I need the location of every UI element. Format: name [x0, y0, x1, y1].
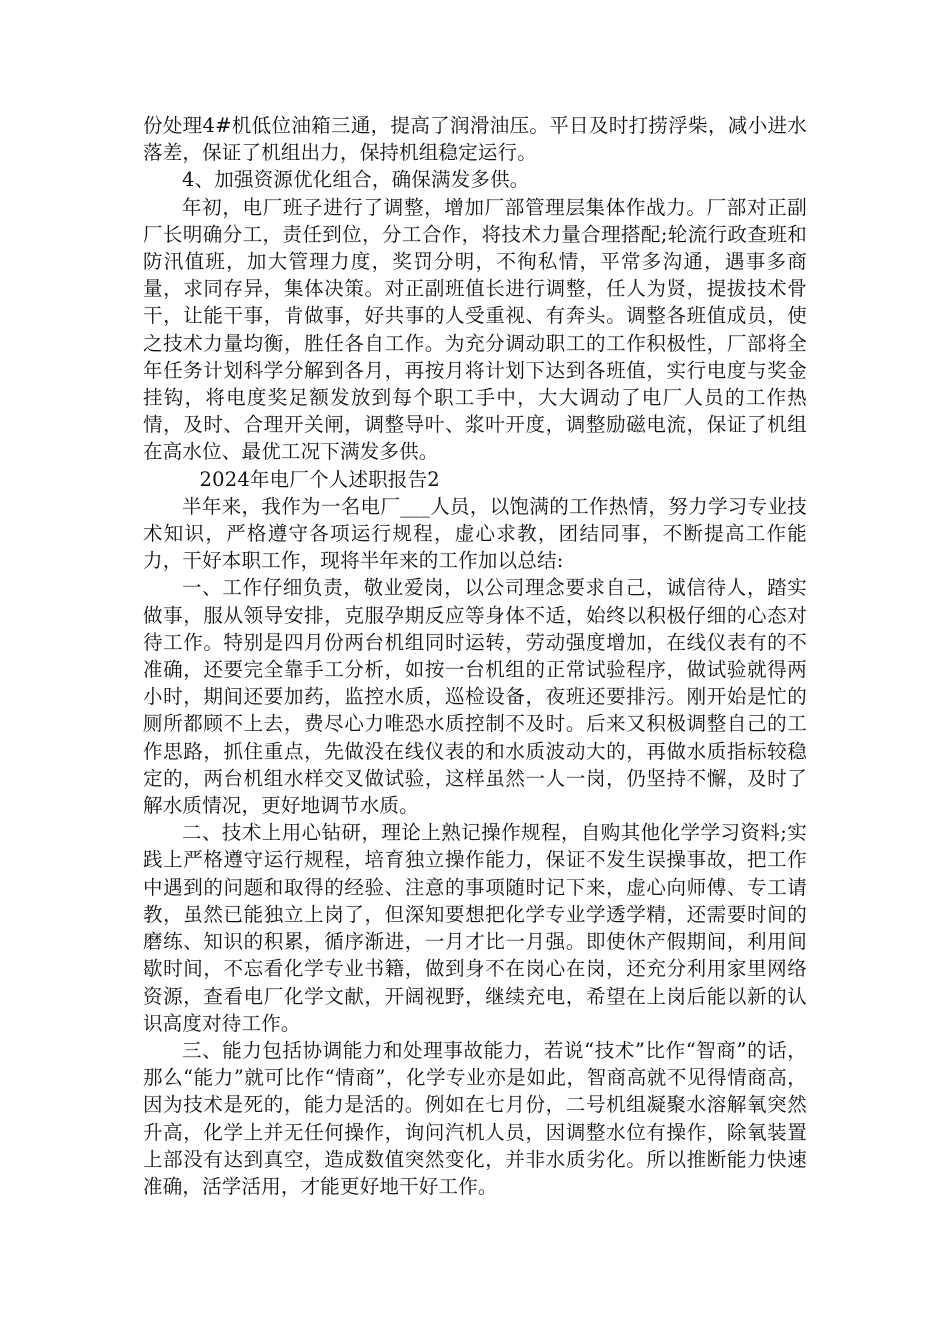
paragraph-point-2: 二、技术上用心钻研，理论上熟记操作规程，自购其他化学学习资料;实践上严格遵守运行规程，培育独立操作能力，保证不发生误操事故，把工作中遇到的问题和取得的经验、注意的事项随时记下来，虚心向师傅、专工请教，虽然已能独立上岗了，但深知要想把化学专业学透学精，还需要时间的磨练、知识的积累，循序渐进，一月才比一月强。即使休产假期间，利用间歇时间，不忘看化学专业书籍，做到身不在岗心在岗，还充分利用家里网络资源，查看电厂化学文献，开阔视野，继续充电，希望在上岗后能以新的认识高度对待工作。 [143, 821, 807, 1035]
paragraph-point-3: 三、能力包括协调能力和处理事故能力，若说“技术”比作“智商”的话，那么“能力”就可比作“情商”，化学专业亦是如此，智商高就不见得情商高，因为技术是死的，能力是活的。例如在七月份，二号机组凝聚水溶解氧突然升高，化学上并无任何操作，询问汽机人员，因调整水位有操作，除氧装置上部没有达到真空，造成数值突然变化，并非水质劣化。所以推断能力快速准确，活学活用，才能更好地干好工作。 [143, 1038, 807, 1198]
paragraph-intro: 半年来，我作为一名电厂___人员，以饱满的工作热情，努力学习专业技术知识，严格遵守各项运行规程，虚心求教，团结同事，不断提高工作能力，干好本职工作，现将半年来的工作加以总结: [143, 494, 807, 573]
paragraph-resource-optimization: 年初，电厂班子进行了调整，增加厂部管理层集体作战力。厂部对正副厂长明确分工，责任到位，分工合作，将技术力量合理搭配;轮流行政查班和防汛值班，加大管理力度，奖罚分明，不徇私情，平常多沟通，遇事多商量，求同存异，集体决策。对正副班值长进行调整，任人为贤，提拔技术骨干，让能干事，肯做事，好共事的人受重视、有奔头。调整各班值成员，使之技术力量均衡，胜任各自工作。为充分调动职工的工作积极性，厂部将全年任务计划科学分解到各月，再按月将计划下达到各班值，实行电度与奖金挂钩，将电度奖足额发放到每个职工手中，大大调动了电厂人员的工作热情，及时、合理开关闸，调整导叶、浆叶开度，调整励磁电流，保证了机组在高水位、最优工况下满发多供。 [143, 195, 807, 464]
paragraph-point-1: 一、工作仔细负责，敬业爱岗，以公司理念要求自己，诚信待人，踏实做事，服从领导安排，克服孕期反应等身体不适，始终以积极仔细的心态对待工作。特别是四月份两台机组同时运转，劳动强度增加，在线仪表有的不准确，还要完全靠手工分析，如按一台机组的正常试验程序，做试验就得两小时，期间还要加药，监控水质，巡检设备，夜班还要排污。刚开始是忙的厕所都顾不上去，费尽心力唯恐水质控制不及时。后来又积极调整自己的工作思路，抓住重点，先做没在线仪表的和水质波动大的，再做水质指标较稳定的，两台机组水样交叉做试验，这样虽然一人一岗，仍坚持不懈，及时了解水质情况，更好地调节水质。 [143, 576, 807, 818]
document-page [143, 112, 807, 1200]
report-2-title: 2024年电厂个人述职报告2 [199, 467, 440, 491]
paragraph-section-4-heading: 4、加强资源优化组合，确保满发多供。 [182, 168, 530, 192]
paragraph-continuation: 份处理4#机低位油箱三通，提高了润滑油压。平日及时打捞浮柴，减小进水落差，保证了机组出力，保持机组稳定运行。 [143, 114, 807, 165]
